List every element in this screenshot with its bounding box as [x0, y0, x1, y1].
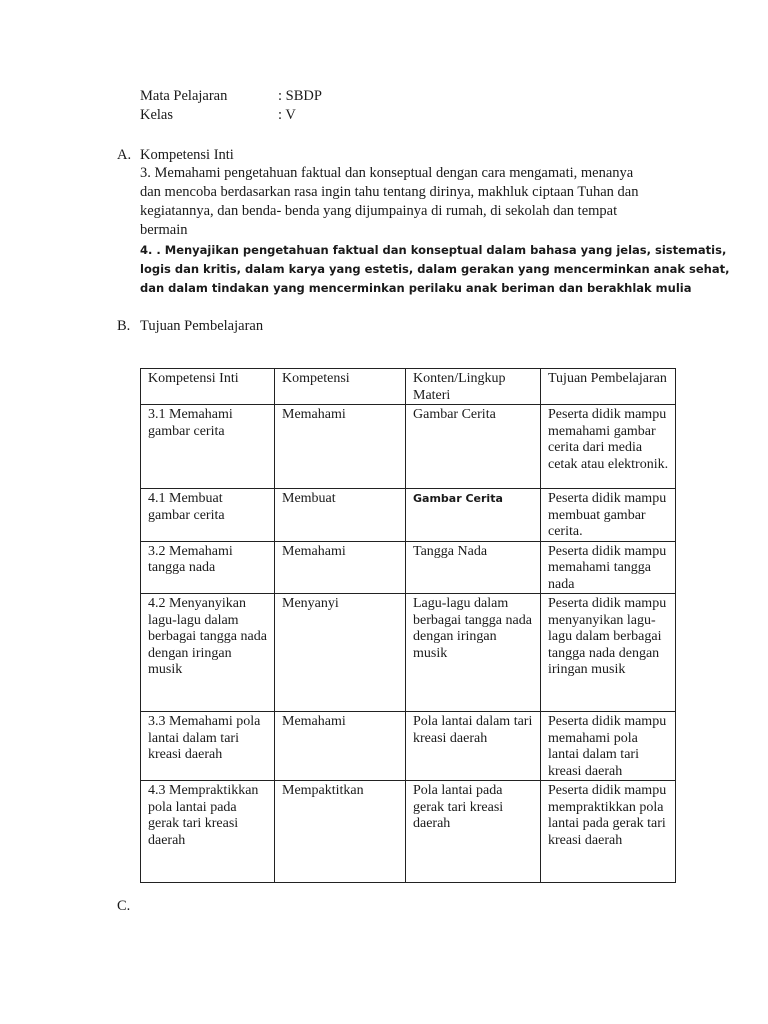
ki3-line: bermain [140, 222, 188, 238]
ki4-line: dan dalam tindakan yang mencerminkan perilaku anak beriman dan berakhlak mulia [140, 281, 692, 295]
table-row [141, 405, 676, 489]
table-cell: Pola lantai dalam tari kreasi daerah [406, 712, 541, 781]
table-cell: Menyanyi [275, 594, 406, 712]
ki4-line: logis dan kritis, dalam karya yang estetis, dalam gerakan yang mencerminkan anak sehat, [140, 262, 730, 276]
table-header-row [141, 369, 676, 405]
table-cell: Mempaktitkan [275, 781, 406, 883]
ki3-line: kegiatannya, dan benda- benda yang dijumpainya di rumah, di sekolah dan tempat [140, 203, 618, 219]
table-cell: Memahami [275, 405, 406, 489]
table-header-cell: Kompetensi Inti [141, 369, 275, 405]
table-row [141, 594, 676, 712]
table-header-cell: Tujuan Pembelajaran [541, 369, 676, 405]
table-cell: Peserta didik mampu memahami gambar cerita dari media cetak atau elektronik. [541, 405, 676, 489]
learning-objectives-table [140, 368, 676, 883]
class-value: : V [278, 107, 296, 123]
ki3-line: 3. Memahami pengetahuan faktual dan konseptual dengan cara mengamati, menanya [140, 165, 634, 181]
table-cell: 4.2 Menyanyikan lagu-lagu dalam berbagai tangga nada dengan iringan musik [141, 594, 275, 712]
table-cell: Gambar Cerita [406, 405, 541, 489]
table-cell: Membuat [275, 489, 406, 542]
table-cell: 4.1 Membuat gambar cerita [141, 489, 275, 542]
table-cell: 3.3 Memahami pola lantai dalam tari kreasi daerah [141, 712, 275, 781]
subject-label: Mata Pelajaran [140, 88, 228, 104]
subject-value: : SBDP [278, 88, 322, 104]
table-cell [406, 489, 541, 542]
table-cell: Memahami [275, 541, 406, 594]
table-row [141, 541, 676, 594]
table-row [141, 712, 676, 781]
table-cell: Pola lantai pada gerak tari kreasi daerah [406, 781, 541, 883]
table-cell: 3.1 Memahami gambar cerita [141, 405, 275, 489]
table-cell: Peserta didik mampu memahami tangga nada [541, 541, 676, 594]
table-cell: Peserta didik mampu menyanyikan lagu-lagu dalam berbagai tangga nada dengan iringan musik [541, 594, 676, 712]
table-row [141, 781, 676, 883]
table-cell: Lagu-lagu dalam berbagai tangga nada dengan iringan musik [406, 594, 541, 712]
ki3-line: dan mencoba berdasarkan rasa ingin tahu tentang dirinya, makhluk ciptaan Tuhan dan [140, 184, 639, 200]
table-header-cell: Kompetensi [275, 369, 406, 405]
table-cell: Memahami [275, 712, 406, 781]
table-cell: Tangga Nada [406, 541, 541, 594]
table-row [141, 489, 676, 542]
section-a-title: Kompetensi Inti [140, 147, 234, 163]
table-cell: Peserta didik mampu memahami pola lantai dalam tari kreasi daerah [541, 712, 676, 781]
section-c-marker: C. [117, 898, 131, 914]
section-b-marker: B. [117, 318, 131, 334]
table-cell: 3.2 Memahami tangga nada [141, 541, 275, 594]
table-cell: 4.3 Mempraktikkan pola lantai pada gerak tari kreasi daerah [141, 781, 275, 883]
class-label: Kelas [140, 107, 174, 123]
table-cell: Peserta didik mampu membuat gambar cerita. [541, 489, 676, 542]
section-a-marker: A. [117, 147, 132, 163]
table-cell-text: Gambar Cerita [413, 492, 503, 505]
table-header-cell: Konten/Lingkup Materi [406, 369, 541, 405]
table-cell: Peserta didik mampu mempraktikkan pola lantai pada gerak tari kreasi daerah [541, 781, 676, 883]
section-b-title: Tujuan Pembelajaran [140, 318, 264, 334]
ki4-line: 4. . Menyajikan pengetahuan faktual dan konseptual dalam bahasa yang jelas, sistematis, [140, 243, 727, 257]
